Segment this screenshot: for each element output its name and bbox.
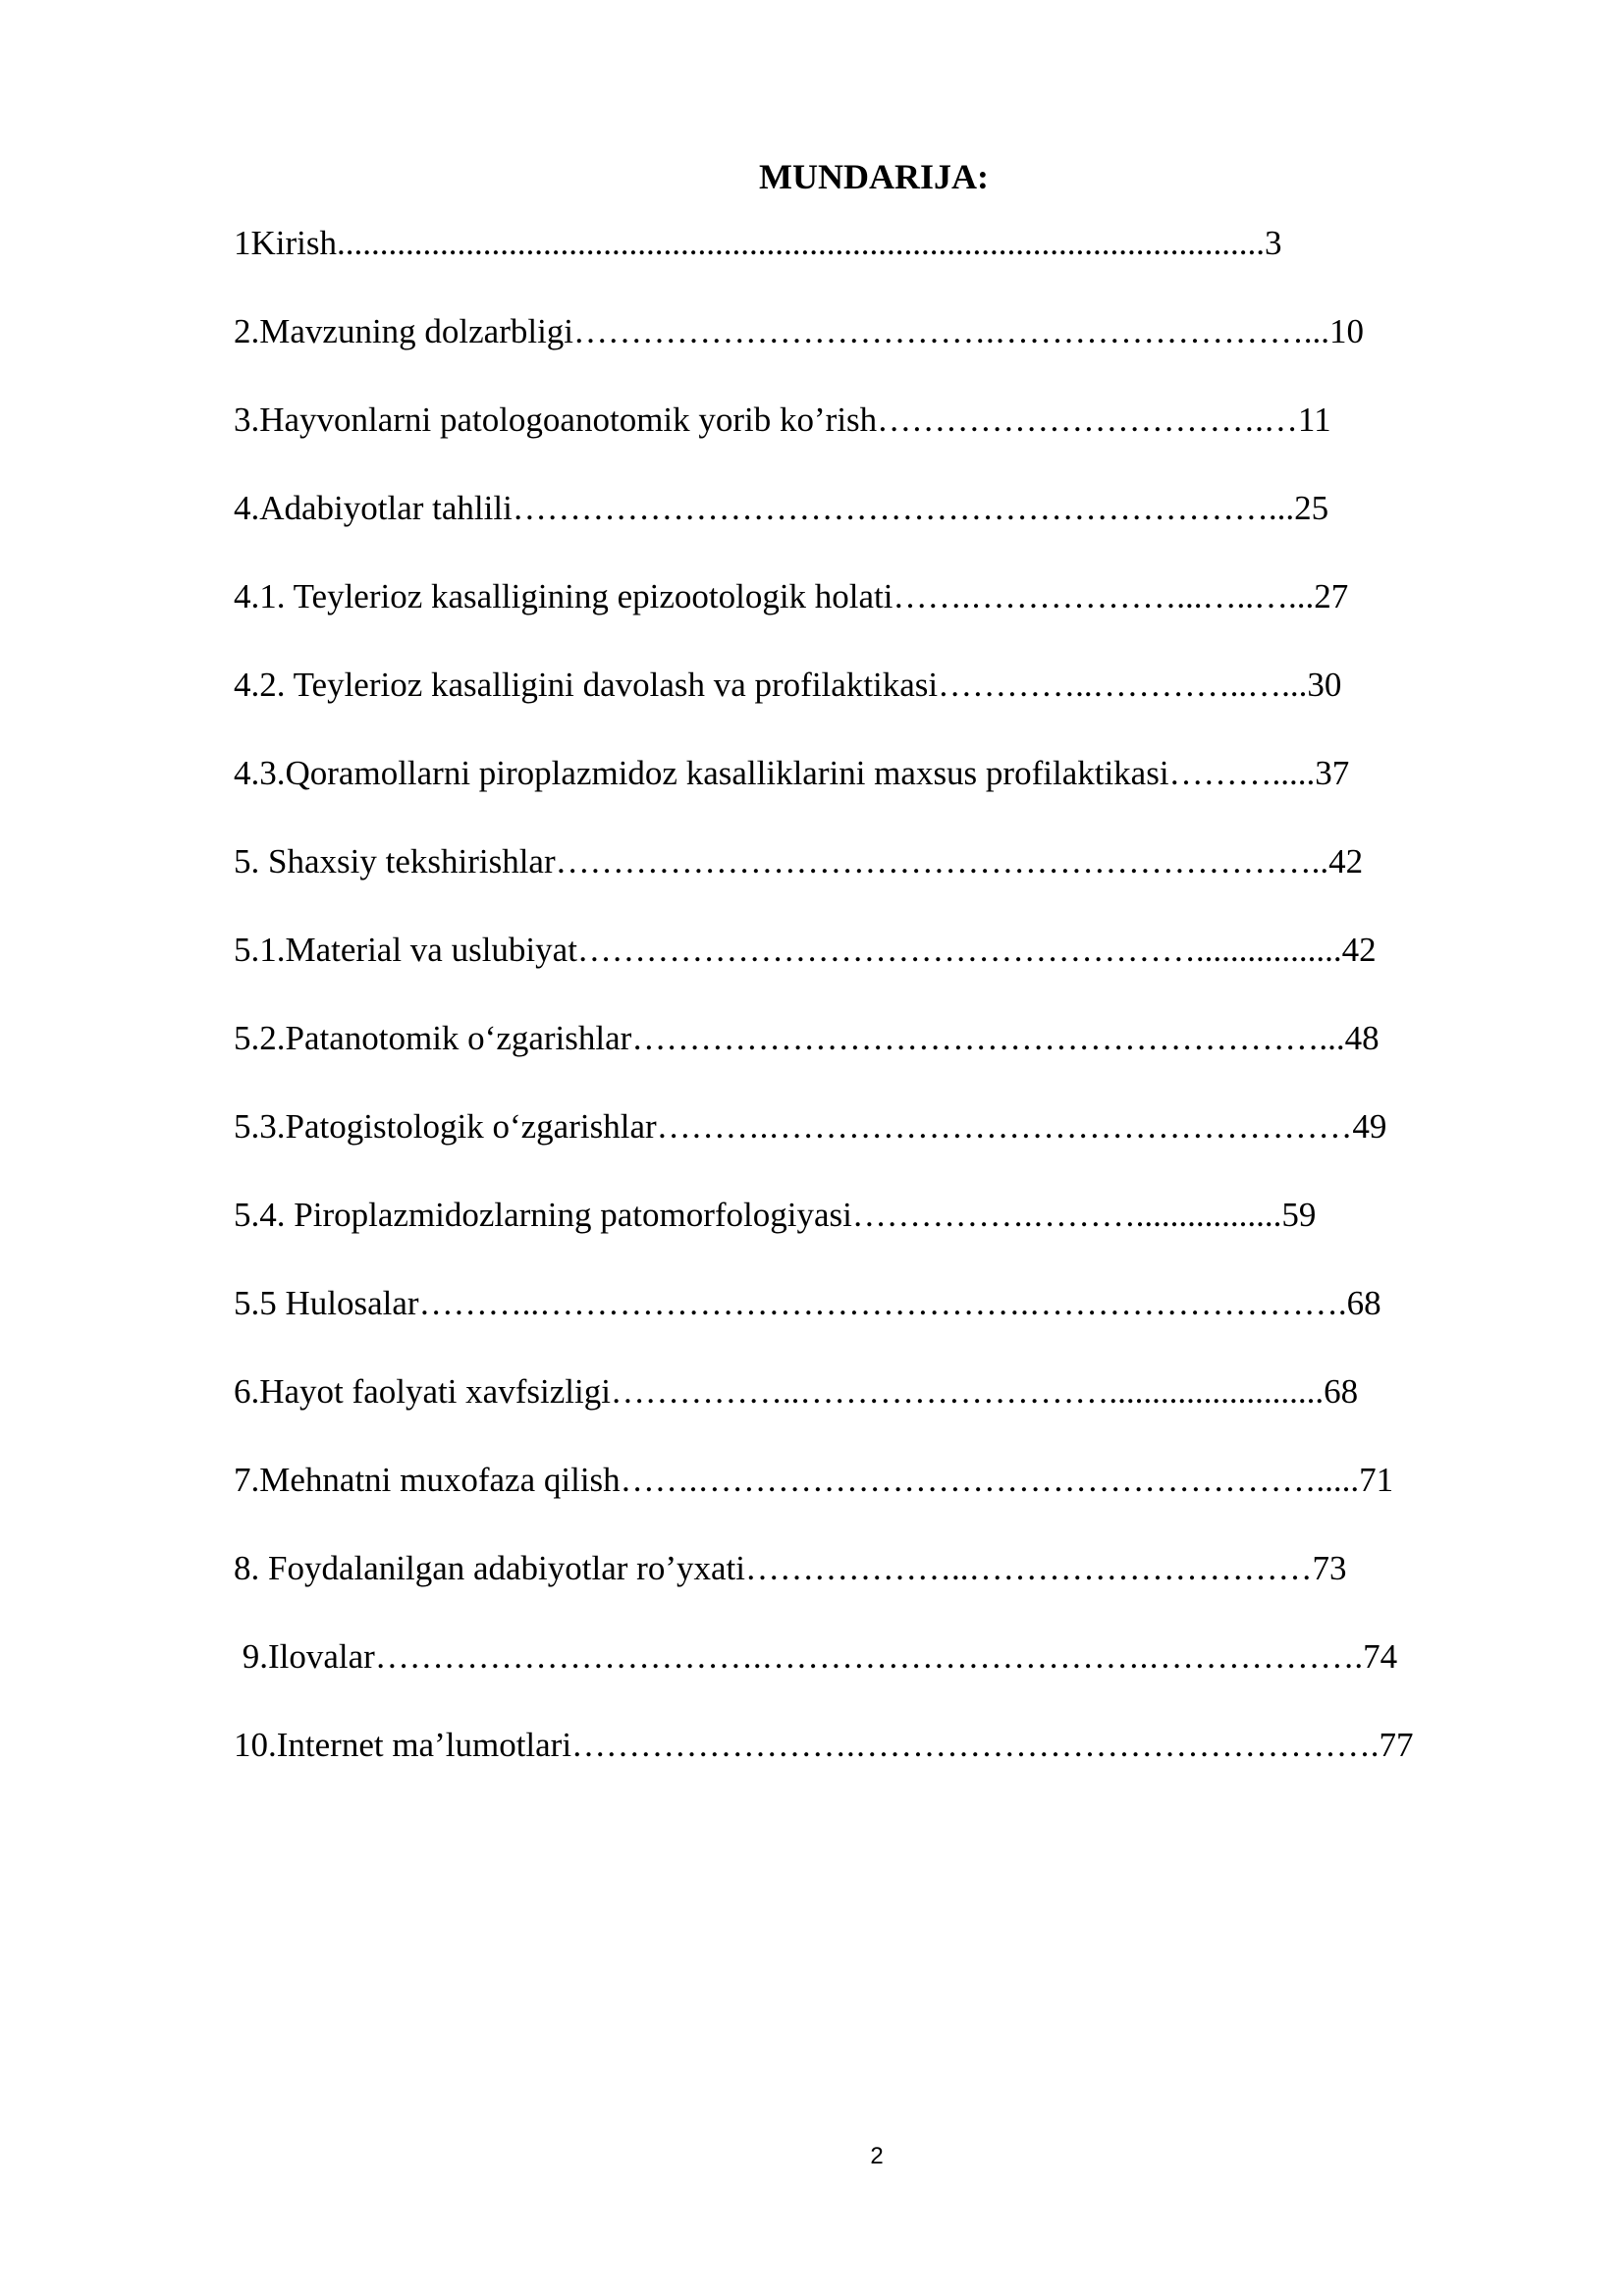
toc-entry-4-1: 4.1. Teylerioz kasalligining epizootologik holati…….………………...…..…...27	[234, 577, 1349, 615]
toc-entry-shaxsiy-tekshirishlar: 5. Shaxsiy tekshirishlar…………………………………………………………..42	[234, 842, 1364, 881]
toc-entry-adabiyotlar-tahlili: 4.Adabiyotlar tahlili…………………………………………………………...25	[234, 489, 1329, 527]
toc-entry-mavzuning-dolzarbligi: 2.Mavzuning dolzarbligi……………………………….………………………...10	[234, 312, 1365, 350]
page-number: 2	[870, 2143, 884, 2169]
page-title: MUNDARIJA:	[759, 157, 989, 196]
toc-entry-5-4: 5.4. Piroplazmidozlarning patomorfologiyasi…………….……….................59	[234, 1196, 1317, 1234]
toc-entry-hayot-faolyati: 6.Hayot faolyati xavfsizligi……………..……………………….........................68	[234, 1372, 1359, 1411]
toc-entry-ilovalar: 9.Ilovalar…………………………….…………………………….……………….74	[234, 1637, 1398, 1676]
toc-entry-internet-malumotlari: 10.Internet ma’lumotlari…………………….……………………………………….77	[234, 1726, 1414, 1764]
toc-entry-kirish: 1Kirish............................................................................................................3	[234, 224, 1282, 262]
toc-entry-5-5: 5.5 Hulosalar………..…………………………………….……………………….68	[234, 1284, 1381, 1322]
toc-entry-yorib-korish: 3.Hayvonlarni patologoanotomik yorib ko’rish…………………………….…11	[234, 400, 1331, 439]
toc-entry-5-1: 5.1.Material va uslubiyat……………………………………………….................42	[234, 931, 1377, 969]
toc-entry-4-3: 4.3.Qoramollarni piroplazmidoz kasalliklarini maxsus profilaktikasi……….....37	[234, 754, 1350, 792]
toc-entry-foydalanilgan-adabiyotlar: 8. Foydalanilgan adabiyotlar ro’yxati………………..…………………………73	[234, 1549, 1347, 1587]
toc-entry-4-2: 4.2. Teylerioz kasalligini davolash va profilaktikasi…………..…………..…...30	[234, 666, 1342, 704]
toc-entry-mehnatni-muxofaza: 7.Mehnatni muxofaza qilish…….……………………………………………….....71	[234, 1461, 1394, 1499]
toc-entry-5-3: 5.3.Patogistologik o‘zgarishlar……….……………………………………………49	[234, 1107, 1387, 1146]
toc-entry-5-2: 5.2.Patanotomik o‘zgarishlar……………………………………………………...48	[234, 1019, 1380, 1057]
